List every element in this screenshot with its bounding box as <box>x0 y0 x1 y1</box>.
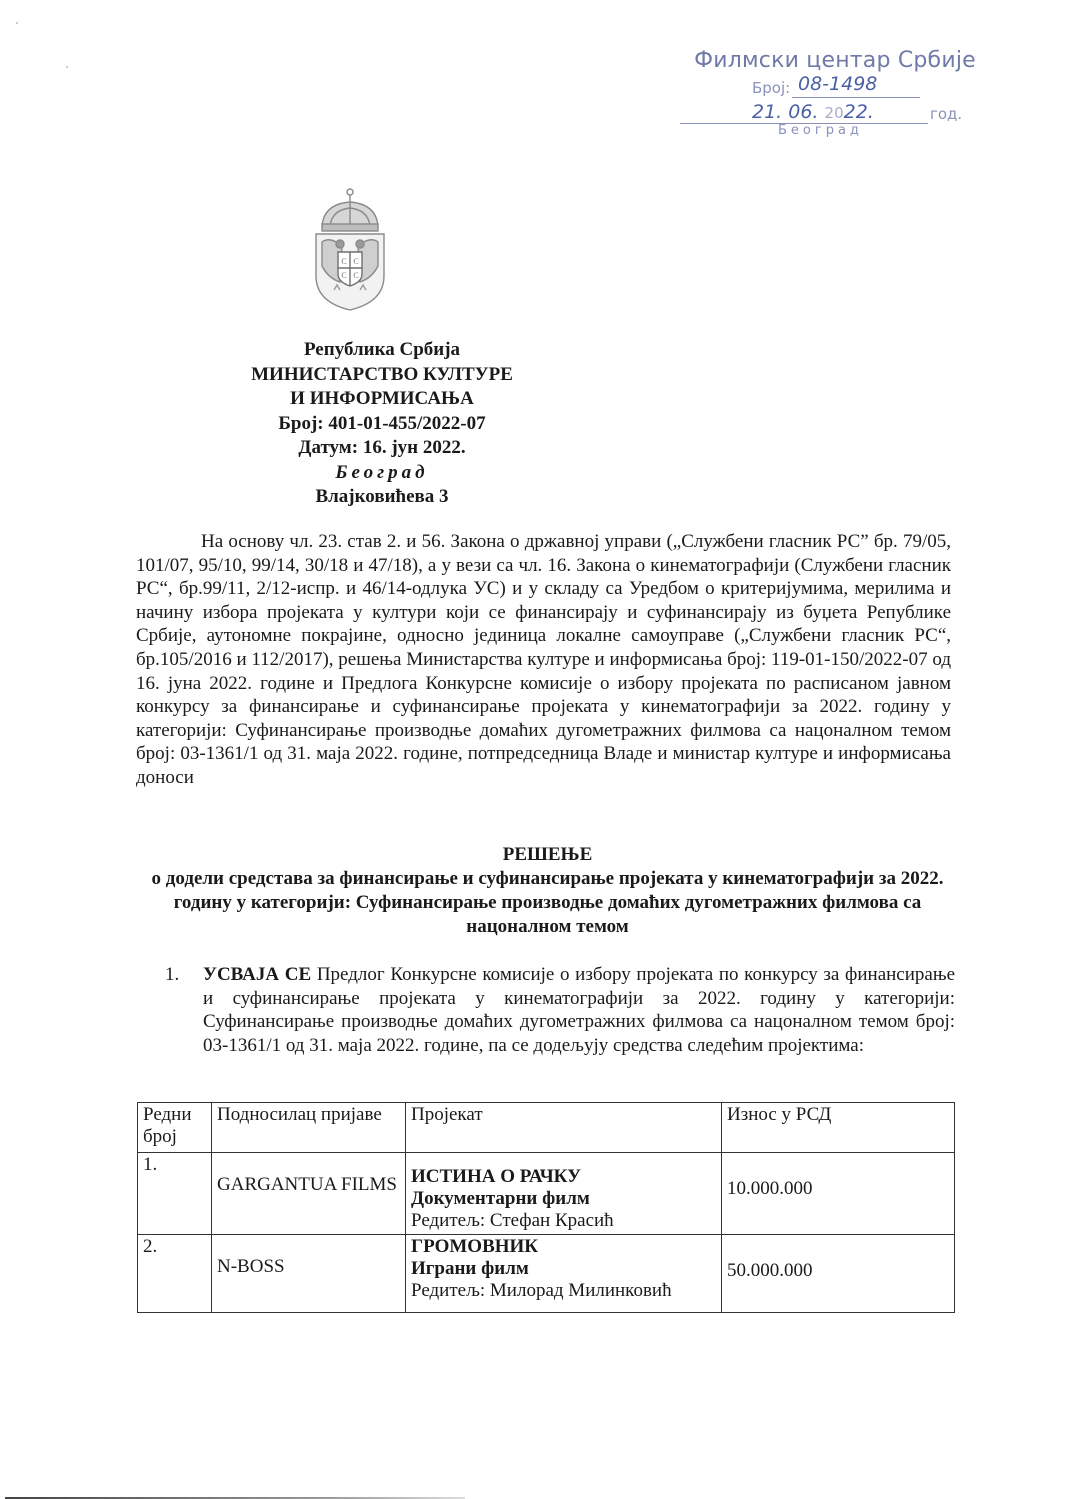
header-project: Пројекат <box>406 1103 722 1153</box>
svg-text:С: С <box>341 271 347 280</box>
cell-amount <box>722 1235 955 1313</box>
svg-text:С: С <box>353 271 359 280</box>
project-title: ГРОМОВНИК <box>411 1236 539 1257</box>
header-applicant: Подносилац пријаве <box>212 1103 406 1153</box>
decision-heading <box>140 843 955 939</box>
project-type: Играни филм <box>411 1258 529 1279</box>
cell-ordinal: 2. <box>138 1235 212 1313</box>
header-ordinal: Редни број <box>138 1103 212 1153</box>
table-row <box>138 1153 955 1235</box>
item-number: 1. <box>165 964 180 985</box>
stamp-city: Београд <box>778 123 863 138</box>
table-row <box>138 1235 955 1313</box>
decision-subtitle: о додели средстава за финансирање и суфинансирање пројеката у кинематографији за 2022. годину у категорији: Суфинансирање производње домаћих дугометражних филмова са нацоналном темом <box>151 868 944 937</box>
stamp-date-day-month: 21. 06. <box>752 101 819 123</box>
receipt-stamp <box>680 48 980 141</box>
stamp-year-label: год. <box>930 105 963 123</box>
stamp-date-row <box>680 99 980 141</box>
item-text <box>203 963 955 1057</box>
document-date: Датум: 16. јун 2022. <box>298 437 466 458</box>
applicant-name: GARGANTUA FILMS <box>217 1174 397 1195</box>
svg-text:С: С <box>341 257 347 266</box>
svg-text:С: С <box>353 257 359 266</box>
document-city: Београд <box>335 461 429 483</box>
header-amount: Износ у РСД <box>722 1103 955 1153</box>
stamp-number-value: 08-1498 <box>798 73 878 95</box>
ministry-address: Влајковићева 3 <box>315 486 449 507</box>
amount-value: 10.000.000 <box>727 1178 813 1199</box>
grants-table <box>137 1102 955 1313</box>
stamp-year-prefix: 20 <box>824 104 844 122</box>
cell-amount <box>722 1153 955 1235</box>
project-type: Документарни филм <box>411 1188 590 1209</box>
preamble-paragraph: На основу чл. 23. став 2. и 56. Закона о државној управи („Службени гласник РС” бр. 79/05, 101/07, 95/10, 99/14, 30/18 и 47/18), а у вези са чл. 16. Закона о кинематографији (Службени гласник РС“, бр.99/11, 2/12-испр. и 46/14-одлука УС) и у складу са Уредбом о критеријумима, мерилима и начину избора пројеката у култури који се финансирају и суфинансирају из буџета Републике Србије, аутономне покрајине, односно јединица локалне самоуправе („Службени гласник РС“, бр.105/2016 и 112/2017), решења Министарства културе и информисања број: 119-01-150/2022-07 од 16. јуна 2022. године и Предлога Конкурсне комисије о избору пројеката по расписаном јавном конкурсу за финансирање и суфинансирање пројеката у кинематографији за 2022. годину у категорији: Суфинансирање производње домаћих дугометражних филмова са нацоналном темом број: 03-1361/1 од 31. маја 2022. године, потпредседница Владе и министар културе и информисања доноси <box>136 531 951 788</box>
stamp-number-row <box>680 73 980 99</box>
decision-item <box>165 963 955 1057</box>
stamp-title: Филмски центар Србије <box>694 48 976 73</box>
item-body: Предлог Конкурсне комисије о избору пројеката по конкурсу за финансирање и суфинансирање пројеката у кинематографији за 2022. годину у категорији: Суфинансирање производње домаћих дугометражних филмова са нацоналном темом број: 03-1361/1 од 31. маја 2022. године, па се додељују средства следећим пројектима: <box>203 964 955 1056</box>
ministry-name-line1: МИНИСТАРСТВО КУЛТУРЕ <box>251 363 513 385</box>
stamp-year-suffix: 22. <box>843 101 874 123</box>
coat-of-arms-icon <box>300 186 400 314</box>
stamp-underline <box>792 97 920 98</box>
cell-project <box>406 1153 722 1235</box>
stamp-date <box>752 101 874 123</box>
decision-title: РЕШЕЊЕ <box>502 844 593 865</box>
cell-applicant <box>212 1235 406 1313</box>
item-lead: УСВАЈА СЕ <box>203 964 312 985</box>
ministry-header <box>222 338 542 510</box>
scan-speck <box>66 66 68 68</box>
project-director: Редитељ: Стефан Красић <box>411 1210 614 1231</box>
cell-project <box>406 1235 722 1313</box>
cell-applicant <box>212 1153 406 1235</box>
document-number: Број: 401-01-455/2022-07 <box>278 412 486 434</box>
table-header-row <box>138 1103 955 1153</box>
project-title: ИСТИНА О РАЧКУ <box>411 1166 582 1187</box>
applicant-name: N-BOSS <box>217 1256 285 1277</box>
country-name: Република Србија <box>303 339 461 360</box>
ministry-name-line2: И ИНФОРМИСАЊА <box>290 388 474 409</box>
stamp-number-label: Број: <box>752 79 791 97</box>
project-director: Редитељ: Милорад Милинковић <box>411 1280 672 1301</box>
amount-value: 50.000.000 <box>727 1260 813 1281</box>
cell-ordinal: 1. <box>138 1153 212 1235</box>
scan-speck <box>16 22 18 24</box>
